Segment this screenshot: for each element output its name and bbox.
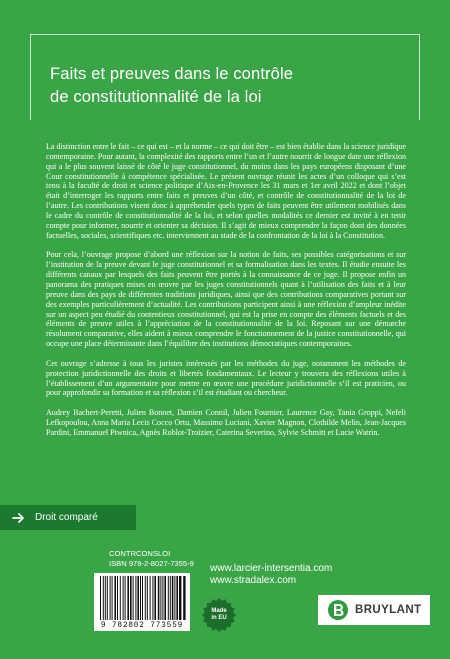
barcode-bar xyxy=(114,576,116,620)
barcode-bar xyxy=(103,576,104,620)
barcode-bar xyxy=(152,576,153,620)
barcode-bar xyxy=(127,576,129,620)
barcode-bar xyxy=(158,576,160,620)
blurb-paragraph-2: Pour cela, l’ouvrage propose d’abord une réflexion sur la notion de faits, ses possibles catégorisations et sur l’institution de la preuve devant le juge constitutionnel et sa formalisation dans les textes. Il étudie ensuite les différents canaux par lesquels des faits peuvent être portés à la connaissance de ce juge. Il propose enfin un panorama des pratiques mises en œuvre par les juges constitutionnels quant à l’utilisation des faits et à leur preuve dans des pays de différentes traditions juridiques, ainsi que des contributions comparatives portant sur des exemples particulièrement d’actualité. Les contributions participent ainsi à une réflexion d’ampleur inédite sur un aspect peu étudié du contentieux constitutionnel, qui est la prise en compte des éléments factuels et des éléments de preuve utiles à l’appréciation de la constitutionnalité de la loi. Reposant sur une démarche résolument comparative, elles aident à mieux comprendre le fonctionnement de la justice constitutionnelle, qui occupe une place déterminante dans l’équilibre des institutions démocratiques contemporaines. xyxy=(46,250,406,349)
barcode-bar xyxy=(145,576,146,620)
blurb-paragraph-3: Cet ouvrage s’adresse à tous les juristes intéressés par les méthodes du juge, notamment les méthodes de protection juridictionnelle des droits et libertés fondamentaux. Le lecteur y trouvera des réflexions utiles à l’établissement d’un argumentaire pour mettre en œuvre une procédure juridictionnelle s’il est praticien, ou pour approfondir sa formation et sa réflexion s’il est étudiant ou chercheur. xyxy=(46,358,406,398)
barcode-bar xyxy=(137,576,139,620)
series-label: Droit comparé xyxy=(35,512,98,523)
isbn-barcode xyxy=(94,573,190,631)
title-line-1: Faits et preuves dans le contrôle xyxy=(50,64,294,83)
barcode-bar xyxy=(130,576,132,620)
badge-line-1: Made xyxy=(211,608,227,614)
barcode-bars xyxy=(98,576,186,620)
barcode-bar xyxy=(105,576,106,620)
reference-code: CONTRCONSLOI xyxy=(109,549,171,558)
barcode-bar xyxy=(172,576,174,620)
url-stradalex[interactable]: www.stradalex.com xyxy=(210,575,297,586)
barcode-bar xyxy=(150,576,151,620)
publisher-websites xyxy=(210,563,332,587)
barcode-bar xyxy=(162,576,163,620)
publisher-name: BRUYLANT xyxy=(355,604,422,616)
barcode-bar xyxy=(140,576,141,620)
barcode-bar xyxy=(154,576,156,620)
barcode-bar xyxy=(183,576,185,620)
barcode-bar xyxy=(170,576,171,620)
barcode-bar xyxy=(176,576,178,620)
barcode-bar xyxy=(147,576,148,620)
title-line-2: de constitutionnalité de la loi xyxy=(50,87,262,106)
bruylant-logo-icon xyxy=(327,599,349,621)
made-in-eu-badge xyxy=(202,598,236,632)
barcode-bar xyxy=(112,576,113,620)
url-larcier[interactable]: www.larcier-intersentia.com xyxy=(210,563,333,574)
barcode-bar xyxy=(117,576,118,620)
barcode-bar xyxy=(120,576,121,620)
barcode-bar xyxy=(110,576,111,620)
barcode-bar xyxy=(168,576,169,620)
isbn: ISBN 978-2-8027-7355-9 xyxy=(109,559,194,568)
barcode-bar xyxy=(135,576,136,620)
barcode-bar xyxy=(164,576,166,620)
barcode-bar xyxy=(107,576,108,620)
badge-line-2: in EU xyxy=(211,615,227,621)
barcode-bar xyxy=(133,576,134,620)
book-codes xyxy=(109,549,194,569)
barcode-bar xyxy=(174,576,175,620)
barcode-bar xyxy=(142,576,143,620)
book-title xyxy=(50,62,410,108)
publisher-logo xyxy=(318,595,430,625)
barcode-bar xyxy=(160,576,161,620)
blurb-paragraph-1: La distinction entre le fait – ce qui est – et la norme – ce qui doit être – est bien établie dans la science juridique contemporaine. Pour autant, la complexité des rapports entre l’un et l’autre nourrit de longue date une réflexion qui a le plus souvent laissé de côté le juge constitutionnel, du moins dans les pays européens disposant d’une Cour constitutionnelle à compétence spécialisée. Le présent ouvrage réunit les actes d’un colloque qui s’est tenu à la faculté de droit et science politique d’Aix-en-Provence les 31 mars et 1er avril 2022 et dont l’objet était d’interroger les rapports entre faits et preuves d’un côté, et contrôle de constitutionnalité de la loi de l’autre. Les contributions visent donc à appréhender quels types de faits peuvent être utilement mobilisés dans le cadre du contrôle de constitutionnalité de la loi, et selon quelles modalités ce dernier est invité à en tenir compte pour informer, nourrir et orienter sa décision. Il s’agit de mieux comprendre la façon dont des données factuelles, sociales, scientifiques etc. interviennent au stade de la confrontation de la loi à la Constitution. xyxy=(46,142,406,240)
barcode-bar xyxy=(179,576,181,620)
barcode-bar xyxy=(100,576,101,620)
barcode-bar xyxy=(125,576,126,620)
author-list: Audrey Bachert-Peretti, Julien Bonnet, Damien Connil, Julien Fournier, Laurence Gay, Tania Groppi, Nefeli Lefkopoulou, Anna Maria Lecis Cocco Ortu, Massimo Luciani, Xavier Magnon, Clothilde Melin, Jean-Jacques Pardini, Emmanuel Piwnica, Agnès Roblot-Troizier, Caterina Severino, Sylvie Schmitt et Lucie Watrin. xyxy=(46,408,406,437)
barcode-digits: 9 782802 773559 xyxy=(100,622,184,630)
arrow-right-icon xyxy=(12,511,26,525)
barcode-bar xyxy=(123,576,124,620)
series-band xyxy=(0,505,136,530)
blurb xyxy=(46,142,406,448)
